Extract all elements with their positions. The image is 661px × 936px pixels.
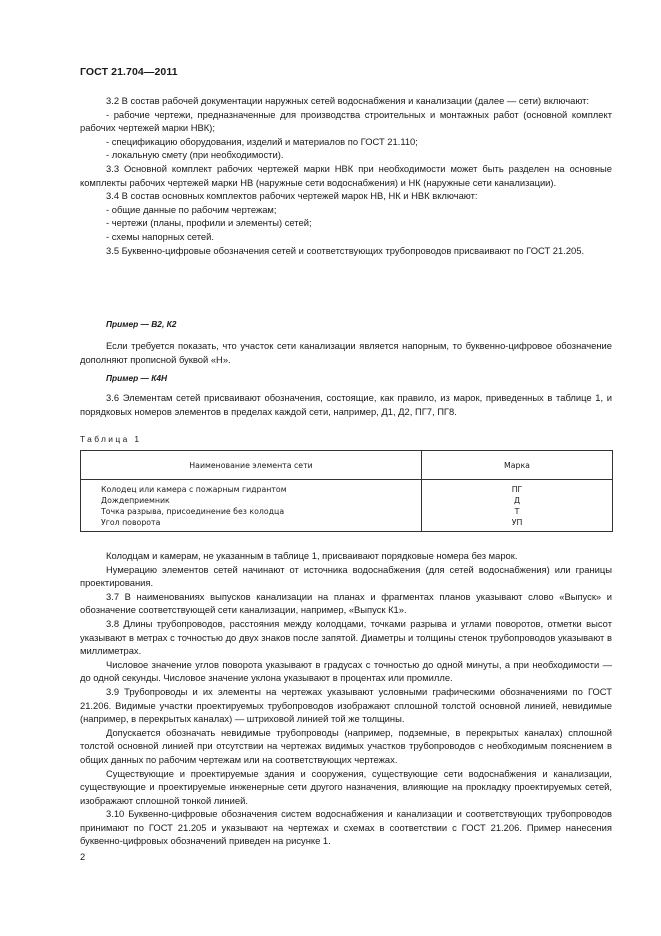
example-label: Пример — К4Н xyxy=(106,373,168,383)
text-block-d xyxy=(80,549,612,848)
text-block-b xyxy=(80,339,612,366)
list-item: - схемы напорных сетей. xyxy=(106,230,214,242)
paragraph-unlisted-wells: Колодцам и камерам, не указанным в таблице 1, присваивают порядковые номера без марок. xyxy=(106,550,518,561)
table-caption: Таблица 1 xyxy=(80,434,142,444)
paragraph-angles: Числовое значение углов поворота указывают в градусах с точностью до одной минуты, а при необходимости — до одной секунды. Числовое значение уклона указывают в процентах или промилле. xyxy=(80,658,612,684)
table-row xyxy=(81,495,613,506)
page-number: 2 xyxy=(80,851,86,862)
paragraph-3-9: 3.9 Трубопроводы и их элементы на чертежах указывают условными графическими обозначениями по ГОСТ 21.206. Видимые участки проектируемых трубопроводов изображают сплошной толстой основной линией, невидимые (например, в перекрытых каналах) — штриховой линией той же толщины. xyxy=(80,685,612,725)
table-header-code: Марка xyxy=(422,451,613,480)
paragraph-3-2: 3.2 В состав рабочей документации наружных сетей водоснабжения и канализации (далее — сети) включают: xyxy=(106,95,590,106)
table-cell-name: Дождеприемник xyxy=(81,495,422,506)
paragraph-3-5: 3.5 Буквенно-цифровые обозначения сетей и соответствующих трубопроводов присваивают по ГОСТ 21.205. xyxy=(106,244,585,256)
list-item: - локальную смету (при необходимости). xyxy=(106,149,284,161)
table-header-row xyxy=(81,451,613,480)
table-cell-code: Д xyxy=(422,495,613,506)
paragraph-invisible-pipes: Допускается обозначать невидимые трубопроводы (например, подземные, в перекрытых каналах) сплошной толстой основной линией при отсутствии на чертежах видимых участков трубопроводов с необходимым пояснением в общих данных по рабочим чертежам или на соответствующих чертежах. xyxy=(80,726,612,765)
list-item: - рабочие чертежи, предназначенные для производства строительных и монтажных работ (основной комплект рабочих чертежей марки НВК); xyxy=(80,108,612,134)
text-block-a xyxy=(80,94,612,257)
paragraph-existing: Существующие и проектируемые здания и сооружения, существующие сети водоснабжения и канализации, существующие и проектируемые инженерные сети другого назначения, влияющие на прокладку проектируемых сетей, изображают сплошной тонкой линией. xyxy=(80,767,612,806)
table-1 xyxy=(80,450,613,532)
table-cell-code: ПГ xyxy=(422,480,613,496)
table-cell-name: Колодец или камера с пожарным гидрантом xyxy=(81,480,422,496)
table-cell-code: УП xyxy=(422,517,613,532)
table-header-name: Наименование элемента сети xyxy=(81,451,422,480)
paragraph-3-4: 3.4 В состав основных комплектов рабочих чертежей марок НВ, НК и НВК включают: xyxy=(106,190,478,202)
document-code-header: ГОСТ 21.704—2011 xyxy=(80,66,178,78)
table-row xyxy=(81,506,613,517)
paragraph-3-10: 3.10 Буквенно-цифровые обозначения систем водоснабжения и канализации и соответствующих трубопроводов принимают по ГОСТ 21.205 и указывают на чертежах и схемах в соответствии с ГОСТ 21.206. Пример нанесения буквенно-цифровых обозначений приведен на рисунке 1. xyxy=(80,808,612,847)
paragraph-3-6: 3.6 Элементам сетей присваивают обозначения, состоящие, как правило, из марок, приведенных в таблице 1, и порядковых номеров элементов в пределах каждой сети, например, Д1, Д2, ПГ7, ПГ8. xyxy=(80,392,612,417)
paragraph-pressure-note: Если требуется показать, что участок сети канализации является напорным, то буквенно-цифровое обозначение дополняют прописной буквой «Н». xyxy=(80,340,612,365)
paragraph-3-7: 3.7 В наименованиях выпусков канализации на планах и фрагментах планов указывают слово «Выпуск» и обозначение соответствующей сети канализации, например, «Выпуск К1». xyxy=(80,590,612,616)
list-item: - спецификацию оборудования, изделий и материалов по ГОСТ 21.110; xyxy=(106,135,418,147)
list-item: - чертежи (планы, профили и элементы) сетей; xyxy=(106,217,312,229)
table-cell-name: Угол поворота xyxy=(81,517,422,532)
example-b2-k2 xyxy=(80,318,612,332)
paragraph-3-8: 3.8 Длины трубопроводов, расстояния между колодцами, точками разрыва и углами поворотов, отметки высот указывают в метрах с точностью до двух знаков после запятой. Диаметры и толщины стенок трубопроводов указывают в миллиметрах. xyxy=(80,617,612,657)
table-cell-name: Точка разрыва, присоединение без колодца xyxy=(81,506,422,517)
paragraph-3-3: 3.3 Основной комплект рабочих чертежей марки НВК при необходимости может быть разделен на основные комплекты рабочих чертежей марки НВ (наружные сети водоснабжения) и НК (наружные сети канализации). xyxy=(80,162,612,188)
example-label: Пример — В2, К2 xyxy=(106,319,177,329)
table-cell-code: Т xyxy=(422,506,613,517)
text-block-c xyxy=(80,391,612,418)
list-item: - общие данные по рабочим чертежам; xyxy=(106,203,277,215)
table-row xyxy=(81,517,613,532)
table-row xyxy=(81,480,613,496)
example-k4n xyxy=(80,372,612,386)
paragraph-numbering: Нумерацию элементов сетей начинают от источника водоснабжения (для сетей водоснабжения) или границы проектирования. xyxy=(80,563,612,589)
